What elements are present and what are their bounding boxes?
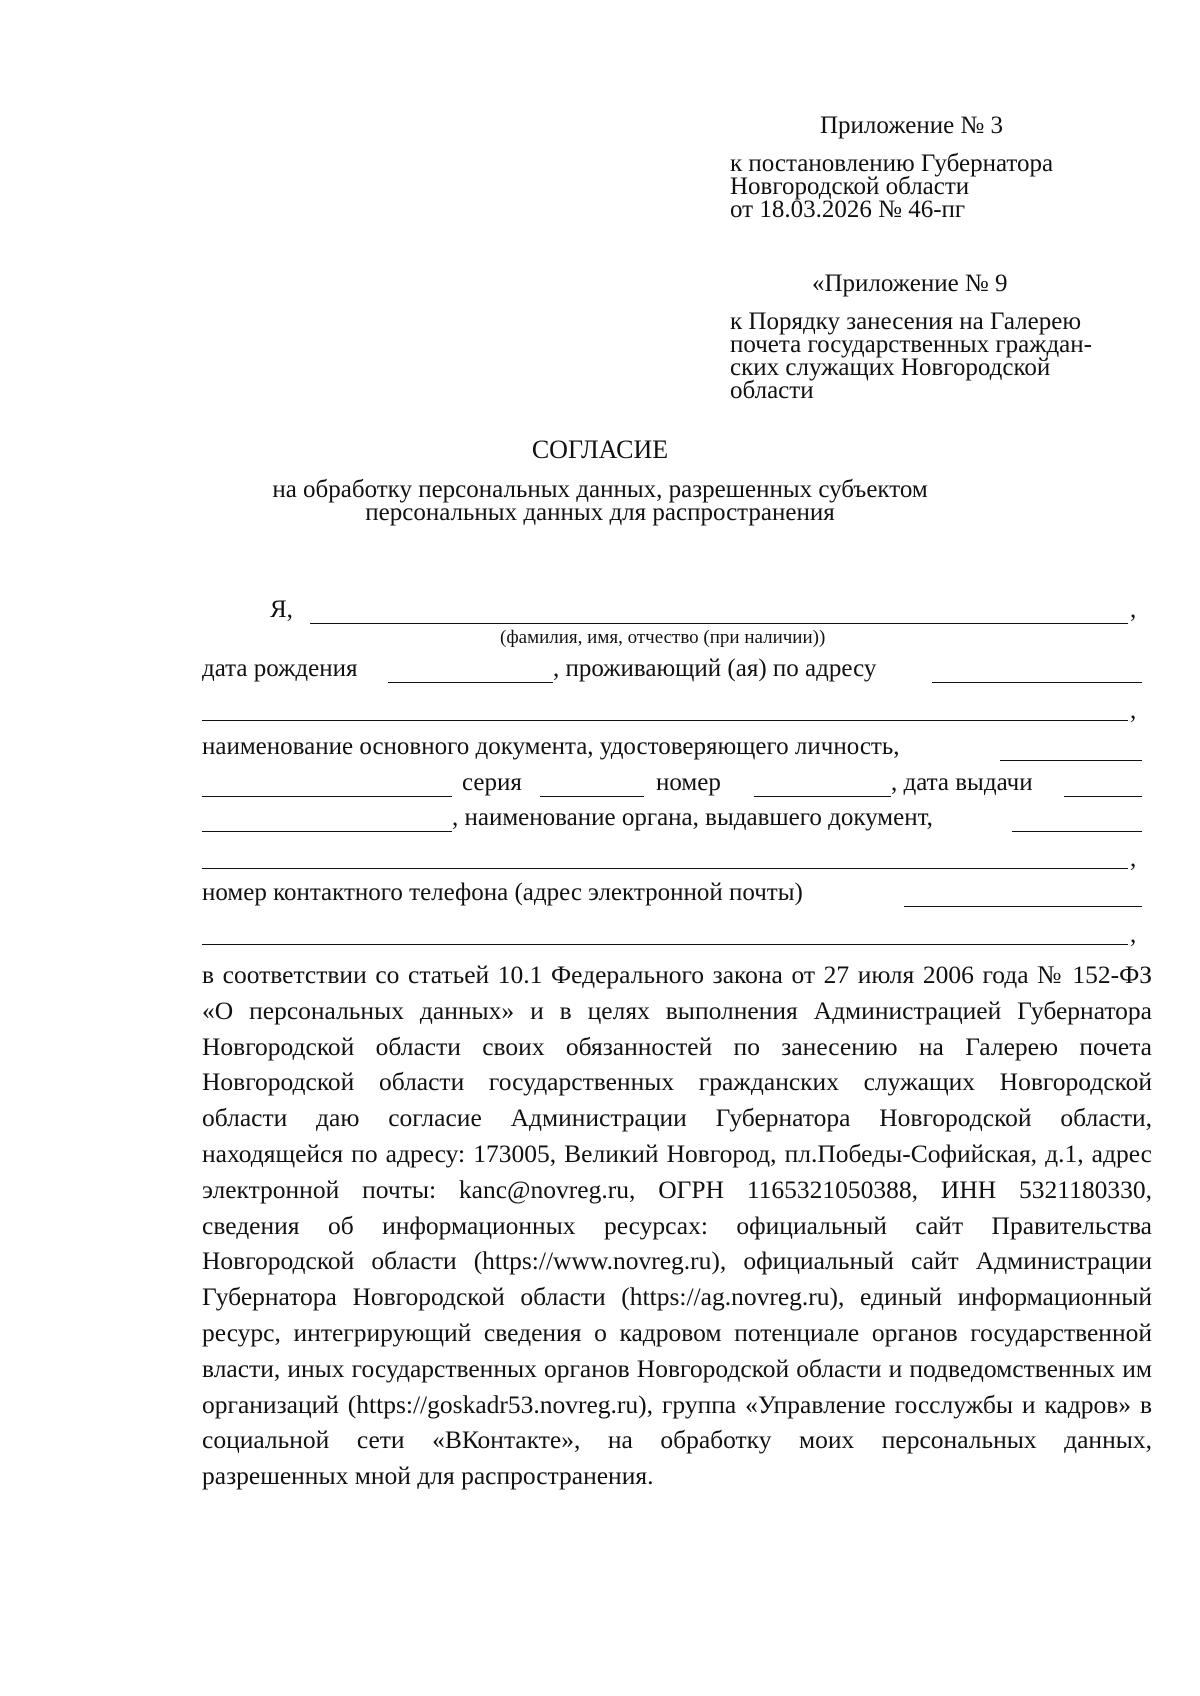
number-field[interactable]: [754, 796, 891, 797]
annex9-line: почета государственных граждан-: [730, 331, 1092, 358]
birth-date-field[interactable]: [388, 682, 553, 683]
annex9-line: ских служащих Новгородской: [730, 354, 1051, 381]
address-field-continued[interactable]: [202, 720, 1128, 721]
annex9-title: «Приложение № 9: [812, 270, 1008, 297]
issuer-label: , наименование органа, выдавшего документ,: [452, 804, 933, 831]
series-field[interactable]: [540, 796, 644, 797]
address-label: , проживающий (ая) по адресу: [553, 655, 877, 682]
annex9-line: к Порядку занесения на Галерею: [730, 308, 1082, 335]
birth-date-label: дата рождения: [202, 655, 358, 682]
number-label: номер: [656, 769, 721, 796]
comma: ,: [1130, 845, 1137, 872]
id-document-field-continued[interactable]: [202, 796, 452, 797]
document-subtitle: персональных данных для распространения: [365, 499, 835, 526]
series-label: серия: [462, 769, 522, 796]
annex3-line: Новгородской области: [730, 173, 970, 200]
fullname-field[interactable]: [310, 623, 1128, 624]
phone-label: номер контактного телефона (адрес электронной почты): [202, 879, 803, 906]
ya-label: Я,: [270, 596, 293, 623]
issue-date-field[interactable]: [1064, 796, 1142, 797]
document-subtitle: на обработку персональных данных, разрешенных субъектом: [272, 476, 928, 503]
address-field[interactable]: [932, 682, 1142, 683]
annex9-line: области: [730, 377, 814, 404]
phone-field[interactable]: [904, 906, 1142, 907]
annex3-line: к постановлению Губернатора: [730, 150, 1054, 177]
fullname-caption: (фамилия, имя, отчество (при наличии)): [500, 627, 826, 648]
id-document-label: наименование основного документа, удостоверяющего личность,: [202, 733, 900, 760]
consent-body-text: в соответствии со статьей 10.1 Федерального закона от 27 июля 2006 года № 152-ФЗ «О персональных данных» и в целях выполнения Администрацией Губернатора Новгородской области своих обязанностей по занесению на Галерею почета Новгородской области государственных гражданских служащих Новгородской области даю согласие Администрации Губернатора Новгородской области, находящейся по адресу: 173005, Великий Новгород, пл.Победы-Софийская, д.1, адрес электронной почты: kanc@novreg.ru, ОГРН 1165321050388, ИНН 5321180330, сведения об информационных ресурсах: официальный сайт Правительства Новгородской области (https://www.novreg.ru), официальный сайт Администрации Губернатора Новгородской области (https://ag.novreg.ru), единый информационный ресурс, интегрирующий сведения о кадровом потенциале органов государственной власти, иных государственных органов Новгородской области и подведомственных им организаций (https://goskadr53.novreg.ru), группа «Управление госслужбы и кадров» в социальной сети «ВКонтакте», на обработку моих персональных данных, разрешенных мной для распространения.: [202, 960, 1152, 1491]
annex3-title: Приложение № 3: [820, 112, 1004, 139]
issue-date-label: , дата выдачи: [891, 769, 1033, 796]
id-document-field[interactable]: [1000, 760, 1142, 761]
issue-date-field-continued[interactable]: [202, 831, 452, 832]
phone-field-continued[interactable]: [202, 944, 1128, 945]
comma: ,: [1130, 697, 1137, 724]
issuer-field-continued[interactable]: [202, 868, 1128, 869]
issuer-field[interactable]: [1012, 831, 1142, 832]
document-title: СОГЛАСИЕ: [531, 435, 669, 464]
comma: ,: [1130, 596, 1137, 623]
comma: ,: [1130, 921, 1137, 948]
annex3-line: от 18.03.2026 № 46-пг: [730, 196, 966, 223]
